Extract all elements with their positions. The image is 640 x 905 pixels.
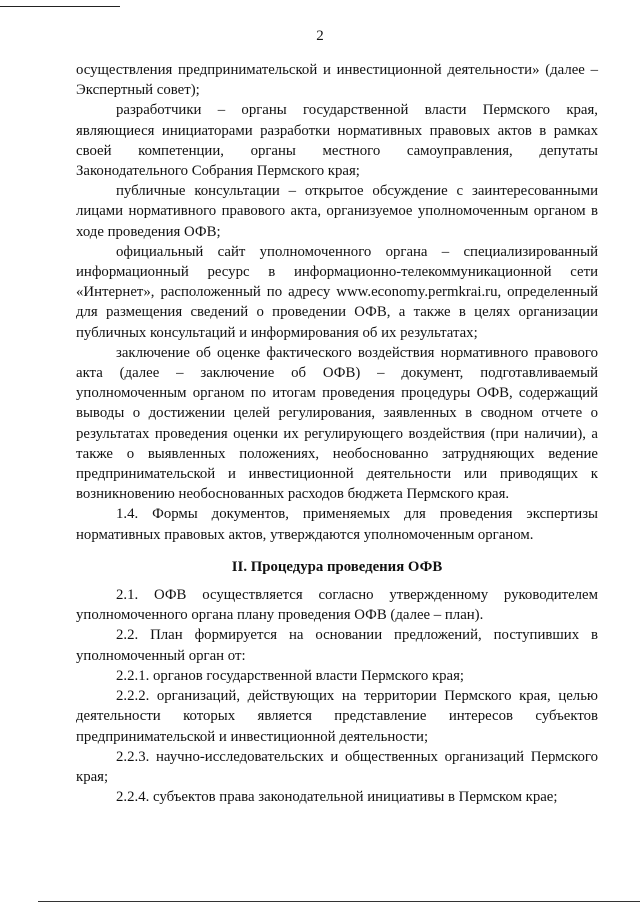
- paragraph-1-4: 1.4. Формы документов, применяемых для проведения экспертизы нормативных правовых актов, утверждаются уполномоченным органом.: [76, 506, 598, 543]
- top-scan-line: [0, 6, 120, 7]
- paragraph-ofv-conclusion: заключение об оценке фактического воздействия нормативного правового акта (далее – заключение об ОФВ) – документ, подготавливаемый уполномоченным органом по итогам проведения процедуры ОФВ, содержащий выводы о достижении целей регулирования, заявленных в сводном отчете о результатах проведения оценки их регулирующего воздействия (при наличии), а также о выявленных положениях, необоснованно затрудняющих ведение предпринимательской и инвестиционной деятельности или приводящих к возникновению необоснованных расходов бюджета Пермского края.: [76, 344, 598, 503]
- document-body: [76, 60, 598, 807]
- paragraph-official-site: официальный сайт уполномоченного органа – специализированный информационный ресурс в информационно-телекоммуникационной сети «Интернет», расположенный по адресу www.economy.permkrai.ru, определенный для размещения сведений о проведении ОФВ, а также в целях организации публичных консультаций и информирования об их результатах;: [76, 243, 598, 341]
- paragraph-2-1: 2.1. ОФВ осуществляется согласно утвержденному руководителем уполномоченного органа плану проведения ОФВ (далее – план).: [76, 587, 598, 624]
- bottom-scan-line: [38, 901, 640, 902]
- paragraph-2-2-2: 2.2.2. организаций, действующих на территории Пермского края, целью деятельности которых является представление интересов субъектов предпринимательской и инвестиционной деятельности;: [76, 688, 598, 745]
- paragraph-2-2: 2.2. План формируется на основании предложений, поступивших в уполномоченный орган от:: [76, 627, 598, 664]
- paragraph-2-2-3: 2.2.3. научно-исследовательских и общественных организаций Пермского края;: [76, 748, 598, 785]
- paragraph-2-2-4: 2.2.4. субъектов права законодательной инициативы в Пермском крае;: [116, 789, 558, 806]
- section-heading: II. Процедура проведения ОФВ: [231, 558, 443, 575]
- paragraph-expert-council: осуществления предпринимательской и инвестиционной деятельности» (далее – Экспертный совет);: [76, 62, 598, 99]
- page-number: 2: [316, 28, 324, 44]
- paragraph-2-2-1: 2.2.1. органов государственной власти Пермского края;: [116, 667, 465, 684]
- paragraph-developers: разработчики – органы государственной власти Пермского края, являющиеся инициаторами разработки нормативных правовых актов в рамках своей компетенции, органы местного самоуправления, депутаты Законодательного Собрания Пермского края;: [76, 102, 598, 180]
- paragraph-public-consultations: публичные консультации – открытое обсуждение с заинтересованными лицами нормативного правового акта, организуемое уполномоченным органом в ходе проведения ОФВ;: [76, 183, 598, 240]
